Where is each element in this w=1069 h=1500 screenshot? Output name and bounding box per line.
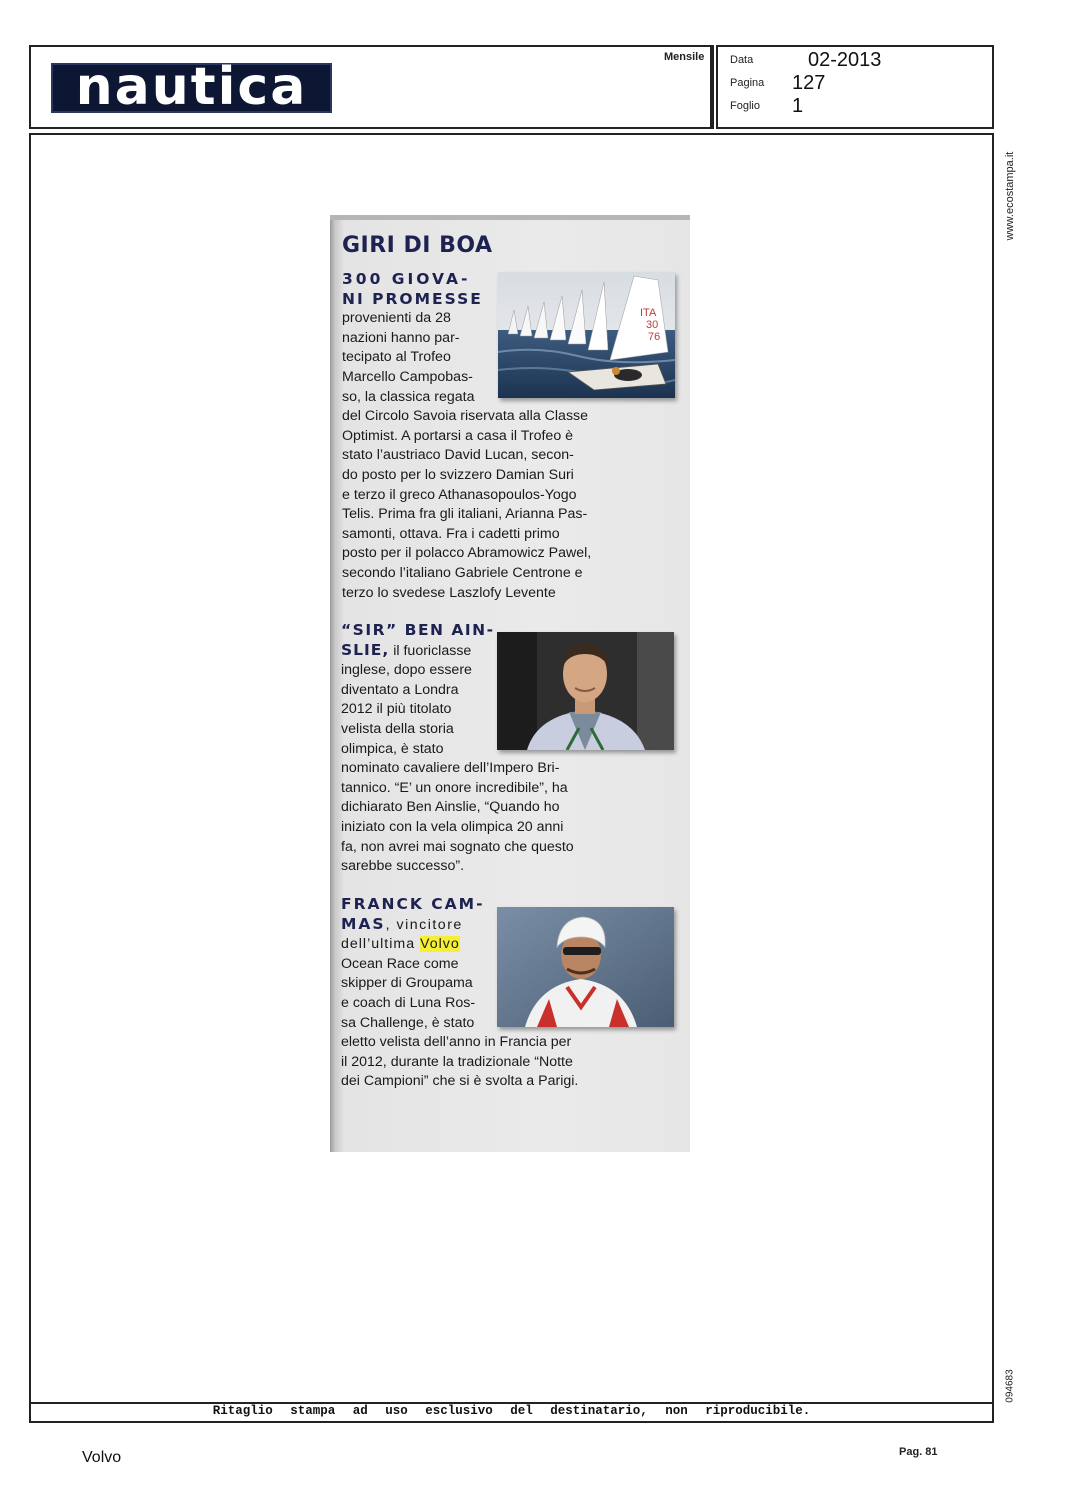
brand-keyword: Volvo <box>82 1449 122 1466</box>
ben-ainslie-photo <box>497 632 674 750</box>
reproduction-notice: Ritaglio stampa ad uso esclusivo del destinatario, non riproducibile. <box>212 1404 811 1418</box>
sail-number: ITA <box>640 307 657 319</box>
article-1-line: Optimist. A portarsi a casa il Trofeo è <box>342 427 574 444</box>
side-url: www.ecostampa.it <box>1004 151 1016 241</box>
article-3-line-prefix: dell’ultima <box>341 936 421 953</box>
article-2-lead-rest: il fuoriclasse <box>389 642 472 659</box>
logo-text: nautica <box>75 57 308 117</box>
article-3-line: skipper di Groupama <box>341 975 473 992</box>
article-1-line: provenienti da 28 <box>342 310 451 327</box>
article-2-line: 2012 il più titolato <box>341 701 452 718</box>
article-2-line: sarebbe successo”. <box>341 858 465 875</box>
article-1-line: do posto per lo svizzero Damian Suri <box>342 466 574 483</box>
article-3-line: e coach di Luna Ros- <box>341 994 476 1011</box>
article-3-lead-line-2: MAS <box>341 914 386 933</box>
article-1-line: samonti, ottava. Fra i cadetti primo <box>342 525 560 542</box>
article-1-lead-line-1: 300 GIOVA- <box>342 270 471 288</box>
pagina-label: Pagina <box>730 77 765 89</box>
article-2-line: diventato a Londra <box>341 681 459 698</box>
foglio-value: 1 <box>792 95 804 117</box>
optimist-regatta-photo <box>498 272 675 398</box>
regatta-illustration <box>498 272 675 398</box>
article-2-lead-line-1: “SIR” BEN AIN- <box>341 621 495 639</box>
article-3-line: il 2012, durante la tradizionale “Notte <box>341 1053 573 1070</box>
article-1-line: Telis. Prima fra gli italiani, Arianna Pas- <box>342 506 588 523</box>
highlighted-keyword: Volvo <box>420 936 460 953</box>
foglio-label: Foglio <box>730 100 760 112</box>
article-2-line: olimpica, è stato <box>341 740 444 757</box>
article-3-line: Ocean Race come <box>341 955 459 972</box>
article-1-lead-line-2: NI PROMESSE <box>342 289 483 308</box>
article-1-line: so, la classica regata <box>342 388 475 405</box>
data-label: Data <box>730 54 754 66</box>
article-2-line: velista della storia <box>341 720 454 737</box>
sail-number: 76 <box>648 331 661 343</box>
article-2-line: iniziato con la vela olimpica 20 anni <box>341 818 564 835</box>
nautica-logo <box>51 57 332 117</box>
article-2-line: inglese, dopo essere <box>341 662 472 679</box>
clipping-top-edge <box>330 215 690 220</box>
article-1-line: terzo lo svedese Laszlofy Levente <box>342 584 556 601</box>
article-1-line: secondo l’italiano Gabriele Centrone e <box>342 564 583 581</box>
page-number: Pag. 81 <box>899 1446 938 1458</box>
sail-number: 30 <box>646 319 659 331</box>
article-1-line: stato l’austriaco David Lucan, secon- <box>342 447 574 464</box>
article-2-line: nominato cavaliere dell’Impero Bri- <box>341 760 560 777</box>
data-value: 02-2013 <box>808 49 882 71</box>
article-2-line: fa, non avrei mai sognato che questo <box>341 838 574 855</box>
side-code: 094683 <box>1004 1369 1016 1403</box>
sailor-illustration <box>497 907 674 1027</box>
article-2-lead-line-2: SLIE, <box>341 640 390 659</box>
article-3-line: eletto velista dell’anno in Francia per <box>341 1034 572 1051</box>
article-2-line: dichiarato Ben Ainslie, “Quando ho <box>341 799 560 816</box>
franck-cammas-photo <box>497 907 674 1027</box>
article-3-line: dei Campioni” che si è svolta a Parigi. <box>341 1073 579 1090</box>
article-3-line: sa Challenge, è stato <box>341 1014 475 1031</box>
article-1-line: Marcello Campobas- <box>342 368 473 385</box>
article-1-line: tecipato al Trofeo <box>342 349 451 366</box>
pagina-value: 127 <box>792 72 826 94</box>
article-1-line: posto per il polacco Abramowicz Pawel, <box>342 545 592 562</box>
section-title: GIRI DI BOA <box>342 233 493 258</box>
article-1-line: del Circolo Savoia riservata alla Classe <box>342 408 589 425</box>
article-3-lead-rest: , vincitore <box>385 916 463 933</box>
article-1-line: nazioni hanno par- <box>342 329 460 346</box>
article-1-line: e terzo il greco Athanasopoulos-Yogo <box>342 486 577 503</box>
periodicity-label: Mensile <box>664 51 705 63</box>
article-3-lead-line-1: FRANCK CAM- <box>341 895 485 913</box>
article-2-line: tannico. “E’ un onore incredibile”, ha <box>341 779 568 796</box>
portrait-illustration <box>497 632 674 750</box>
